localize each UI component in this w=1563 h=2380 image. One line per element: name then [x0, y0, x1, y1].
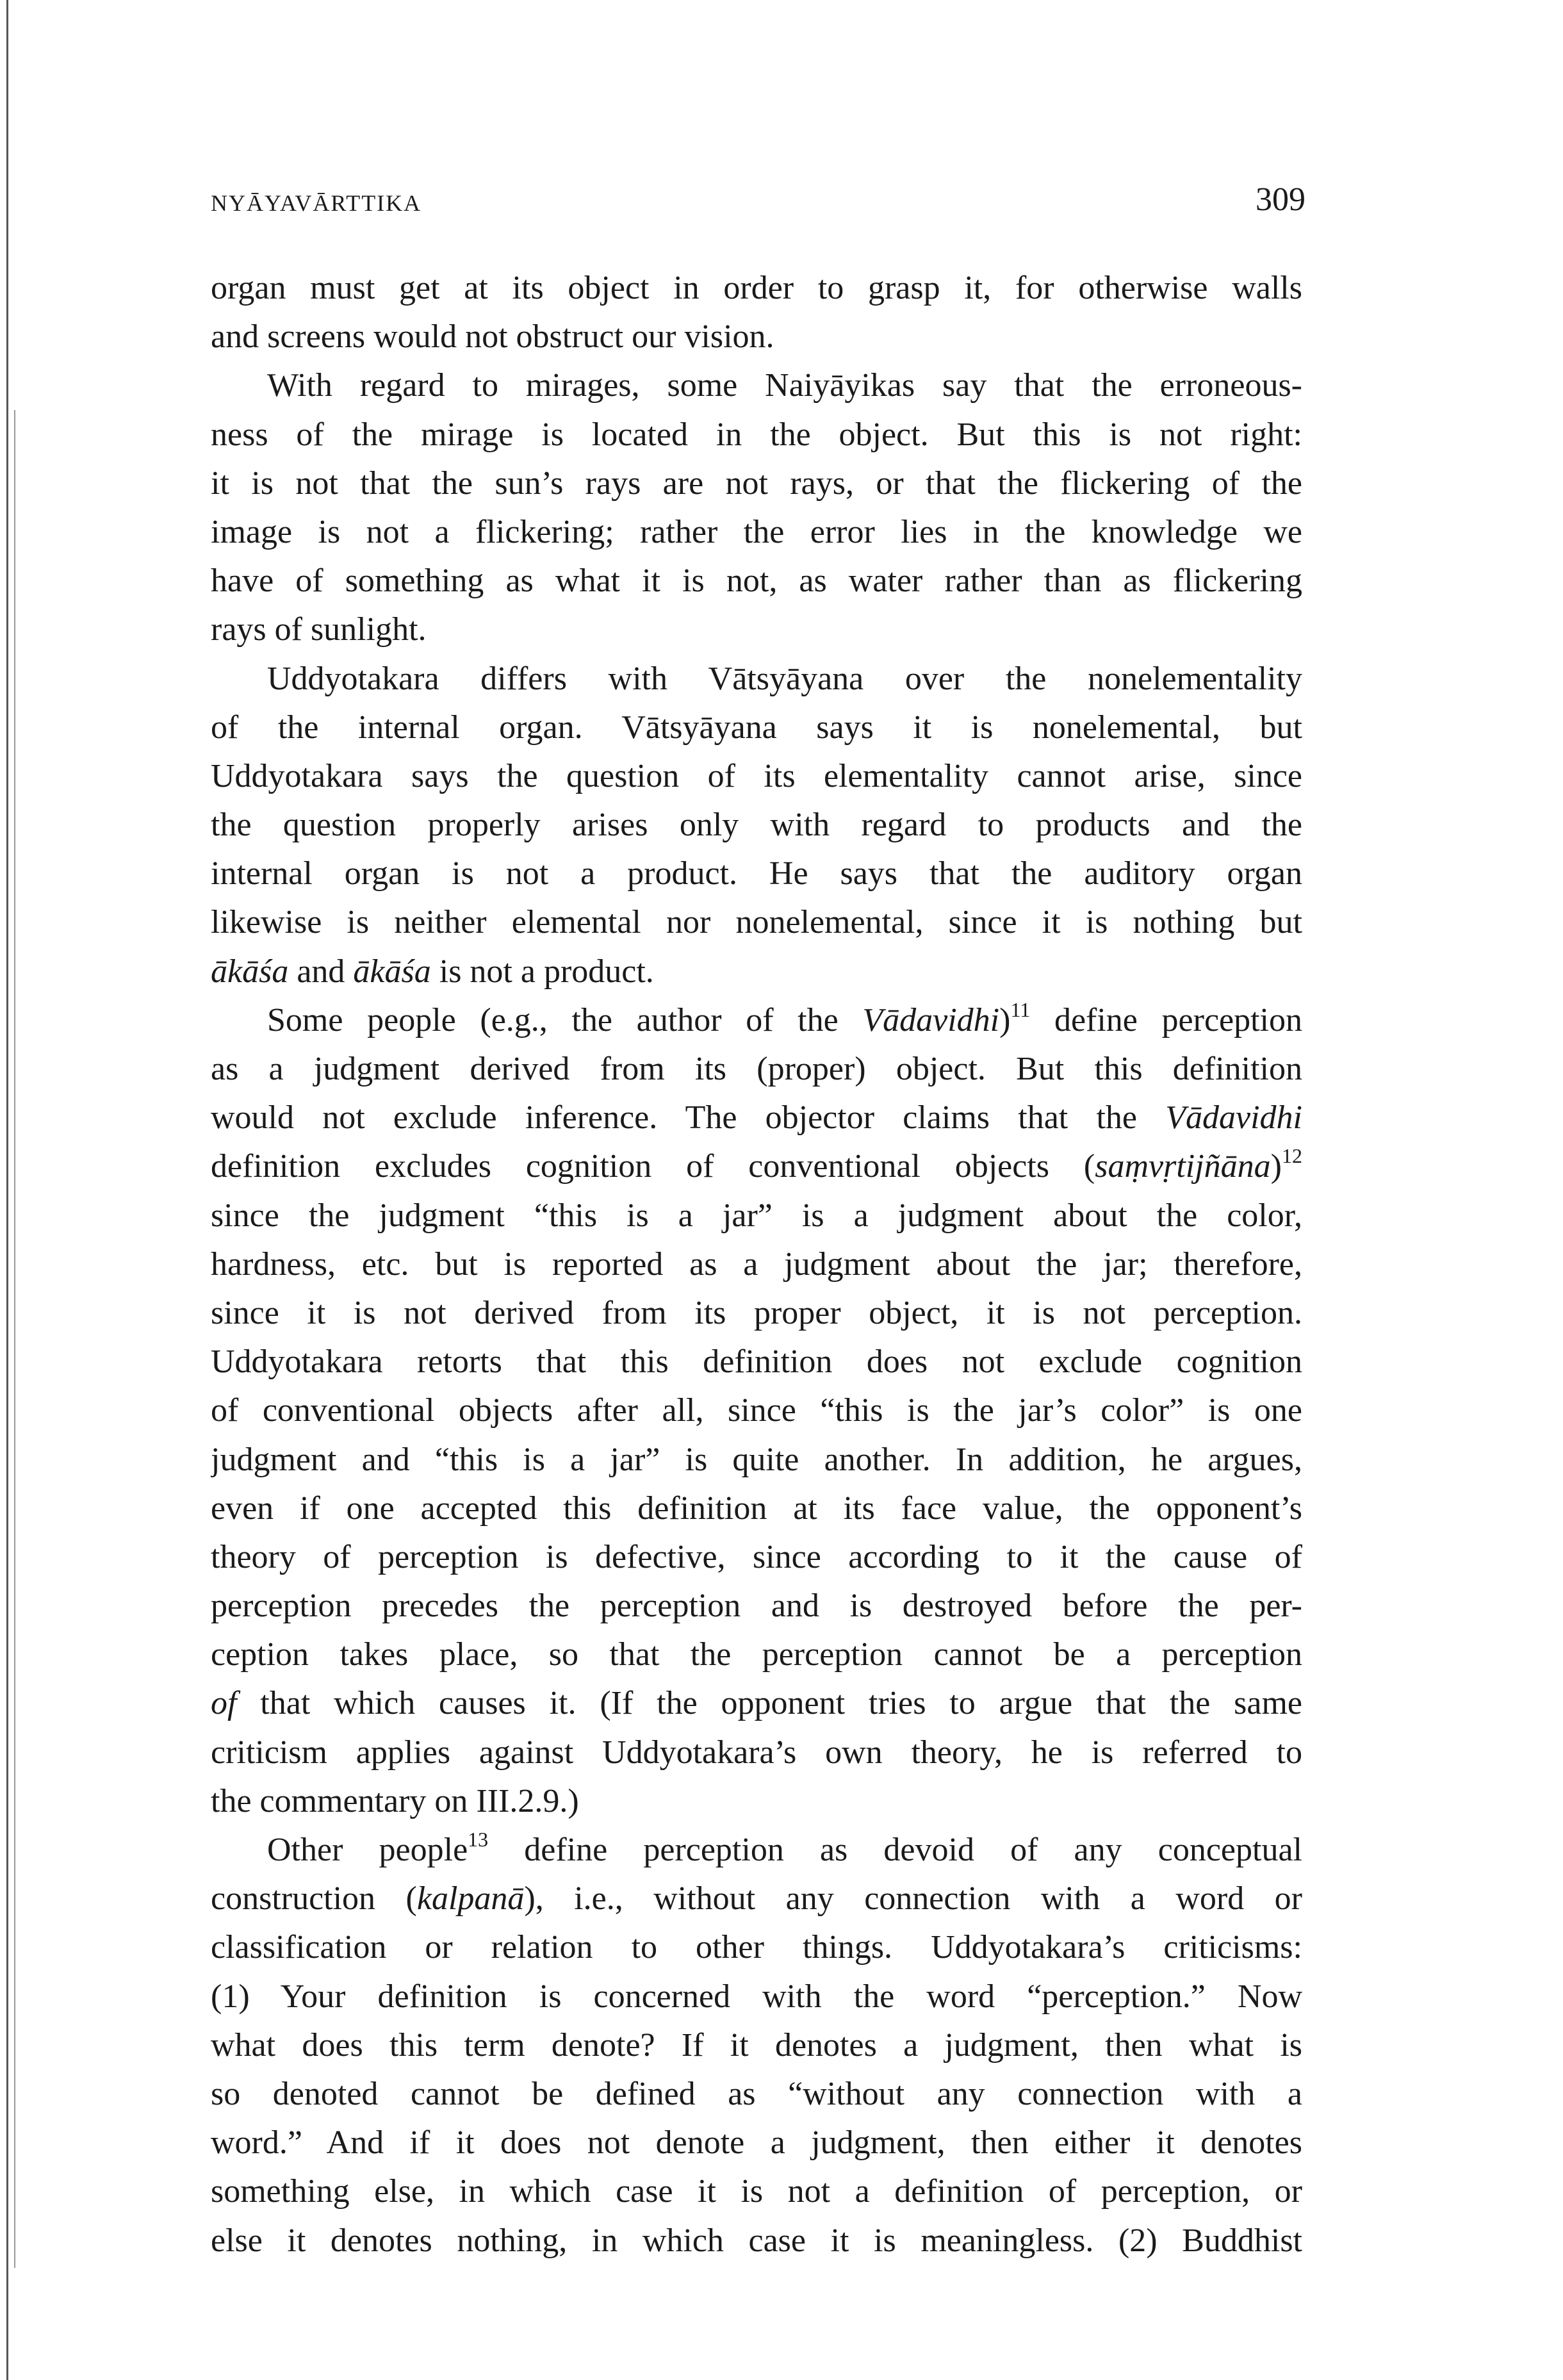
text-span: criticism applies against Uddyotakara’s own theory, he is referred to: [211, 1734, 1302, 1771]
text-span: hardness, etc. but is reported as a judgment about the jar; therefore,: [211, 1245, 1302, 1283]
text-span: Uddyotakara retorts that this definition does not exclude cognition: [211, 1343, 1302, 1381]
text-span: Uddyotakara says the question of its elementality cannot arise, since: [211, 757, 1302, 794]
text-line: [211, 1436, 1302, 1484]
text-line: [211, 948, 1302, 996]
text-span: is not a product.: [430, 953, 654, 990]
text-span: Some people (e.g., the author of the: [267, 1001, 863, 1038]
text-span: would not exclude inference. The objector claims that the: [211, 1099, 1166, 1137]
text-span: as a judgment derived from its (proper) object. But this definition: [211, 1051, 1302, 1087]
text-line: [211, 1192, 1302, 1240]
text-span: perception precedes the perception and is destroyed before the per-: [211, 1588, 1302, 1625]
text-span: With regard to mirages, some Naiyāyikas say that the erroneous-: [267, 367, 1302, 404]
text-span: it is not that the sun’s rays are not rays, or that the flickering of the: [211, 464, 1302, 502]
text-line: [211, 1240, 1302, 1289]
text-span: likewise is neither elemental nor nonelemental, since it is nothing but: [211, 904, 1302, 941]
text-span: rays of sunlight.: [211, 611, 427, 648]
text-span: what does this term denote? If it denotes a judgment, then what is: [211, 2026, 1302, 2064]
italic-term: ākāśa: [353, 953, 431, 990]
text-line: [211, 508, 1302, 557]
text-span: classification or relation to other things. Uddyotakara’s criticisms:: [211, 1929, 1302, 1966]
text-span: something else, in which case it is not a definition of perception, or: [211, 2173, 1302, 2210]
text-line: [211, 1533, 1302, 1582]
text-line: [211, 411, 1302, 459]
text-span: so denoted cannot be defined as “without any connection with a: [211, 2075, 1302, 2112]
text-span: ception takes place, so that the perception cannot be a perception: [211, 1636, 1302, 1673]
text-line: [211, 1045, 1302, 1094]
text-span: and screens would not obstruct our vision.: [211, 318, 774, 356]
text-line: [211, 1679, 1302, 1728]
text-line: [211, 1973, 1302, 2021]
italic-term: Vādavidhi: [862, 1001, 1000, 1038]
text-line: [211, 1338, 1302, 1386]
text-line: [211, 1777, 1302, 1826]
text-line: [211, 1142, 1302, 1191]
text-line: [211, 1289, 1302, 1338]
italic-term: ākāśa: [211, 953, 289, 990]
text-span: word.” And if it does not denote a judgment, then either it denotes: [211, 2124, 1302, 2162]
text-line: [211, 2021, 1302, 2070]
italic-term: kalpanā: [416, 1880, 525, 1917]
text-line: [211, 2167, 1302, 2216]
text-line: [211, 361, 1302, 410]
text-span: of the internal organ. Vātsyāyana says it is nonelemental, but: [211, 709, 1302, 746]
text-line: [211, 264, 1302, 313]
text-span: even if one accepted this definition at its face value, the opponent’s: [211, 1490, 1302, 1527]
italic-term: Vādavidhi: [1165, 1099, 1302, 1137]
text-span: internal organ is not a product. He says that the auditory organ: [211, 855, 1302, 892]
text-line: [211, 849, 1302, 898]
footnote-ref: 11: [1010, 997, 1031, 1021]
text-line: [211, 605, 1302, 654]
text-span: define perception: [1030, 1001, 1302, 1038]
text-line: [211, 1728, 1302, 1777]
text-span: else it denotes nothing, in which case it is meaningless. (2) Buddhist: [211, 2222, 1302, 2259]
text-line: [211, 996, 1302, 1045]
text-span: construction (: [211, 1880, 417, 1917]
text-line: [211, 1582, 1302, 1630]
text-line: [211, 1630, 1302, 1679]
italic-term: saṃvṛtijñāna: [1095, 1148, 1271, 1185]
text-line: [211, 703, 1302, 752]
text-line: [211, 1094, 1302, 1142]
text-span: Uddyotakara differs with Vātsyāyana over the nonelementality: [267, 660, 1302, 697]
text-span: (1) Your definition is concerned with the word “perception.” Now: [211, 1978, 1302, 2015]
text-line: [211, 557, 1302, 605]
text-line: [211, 1875, 1302, 1923]
page-number: 309: [1256, 181, 1305, 218]
text-span: have of something as what it is not, as water rather than as flickering: [211, 562, 1302, 600]
text-line: [211, 1484, 1302, 1533]
text-span: of conventional objects after all, since “this is the jar’s color” is one: [211, 1392, 1302, 1429]
scan-edge-shadow: [14, 410, 15, 2268]
text-span: ness of the mirage is located in the object. But this is not right:: [211, 416, 1302, 453]
text-span: ): [999, 1001, 1011, 1038]
text-span: theory of perception is defective, since according to it the cause of: [211, 1538, 1302, 1575]
scan-edge-line: [6, 0, 8, 2380]
text-span: that which causes it. (If the opponent tries to argue that the same: [236, 1685, 1302, 1722]
text-span: ), i.e., without any connection with a word or: [524, 1880, 1302, 1917]
text-span: define perception as devoid of any conceptual: [488, 1832, 1302, 1868]
footnote-ref: 12: [1282, 1144, 1302, 1168]
body-text: [211, 264, 1302, 2265]
text-span: the commentary on III.2.9.): [211, 1782, 579, 1819]
text-line: [211, 801, 1302, 849]
text-line: [211, 2070, 1302, 2119]
text-line: [211, 1923, 1302, 1972]
text-span: organ must get at its object in order to grasp it, for otherwise walls: [211, 270, 1302, 306]
text-line: [211, 313, 1302, 361]
text-line: [211, 655, 1302, 703]
text-span: definition excludes cognition of conventional objects (: [211, 1148, 1095, 1185]
text-span: since it is not derived from its proper object, it is not perception.: [211, 1294, 1302, 1331]
text-line: [211, 459, 1302, 508]
text-span: since the judgment “this is a jar” is a judgment about the color,: [211, 1197, 1302, 1234]
text-span: the question properly arises only with regard to products and the: [211, 807, 1302, 844]
text-span: Other people: [267, 1832, 468, 1868]
text-line: [211, 1826, 1302, 1875]
text-line: [211, 1386, 1302, 1435]
running-title: NYĀYAVĀRTTIKA: [211, 190, 422, 216]
text-line: [211, 2217, 1302, 2265]
text-line: [211, 898, 1302, 947]
text-span: image is not a flickering; rather the error lies in the knowledge we: [211, 513, 1302, 550]
text-line: [211, 752, 1302, 801]
italic-term: of: [211, 1685, 237, 1722]
text-span: and: [288, 953, 354, 990]
text-span: judgment and “this is a jar” is quite another. In addition, he argues,: [211, 1441, 1302, 1478]
footnote-ref: 13: [468, 1828, 489, 1851]
text-span: ): [1270, 1148, 1282, 1185]
text-line: [211, 2119, 1302, 2167]
